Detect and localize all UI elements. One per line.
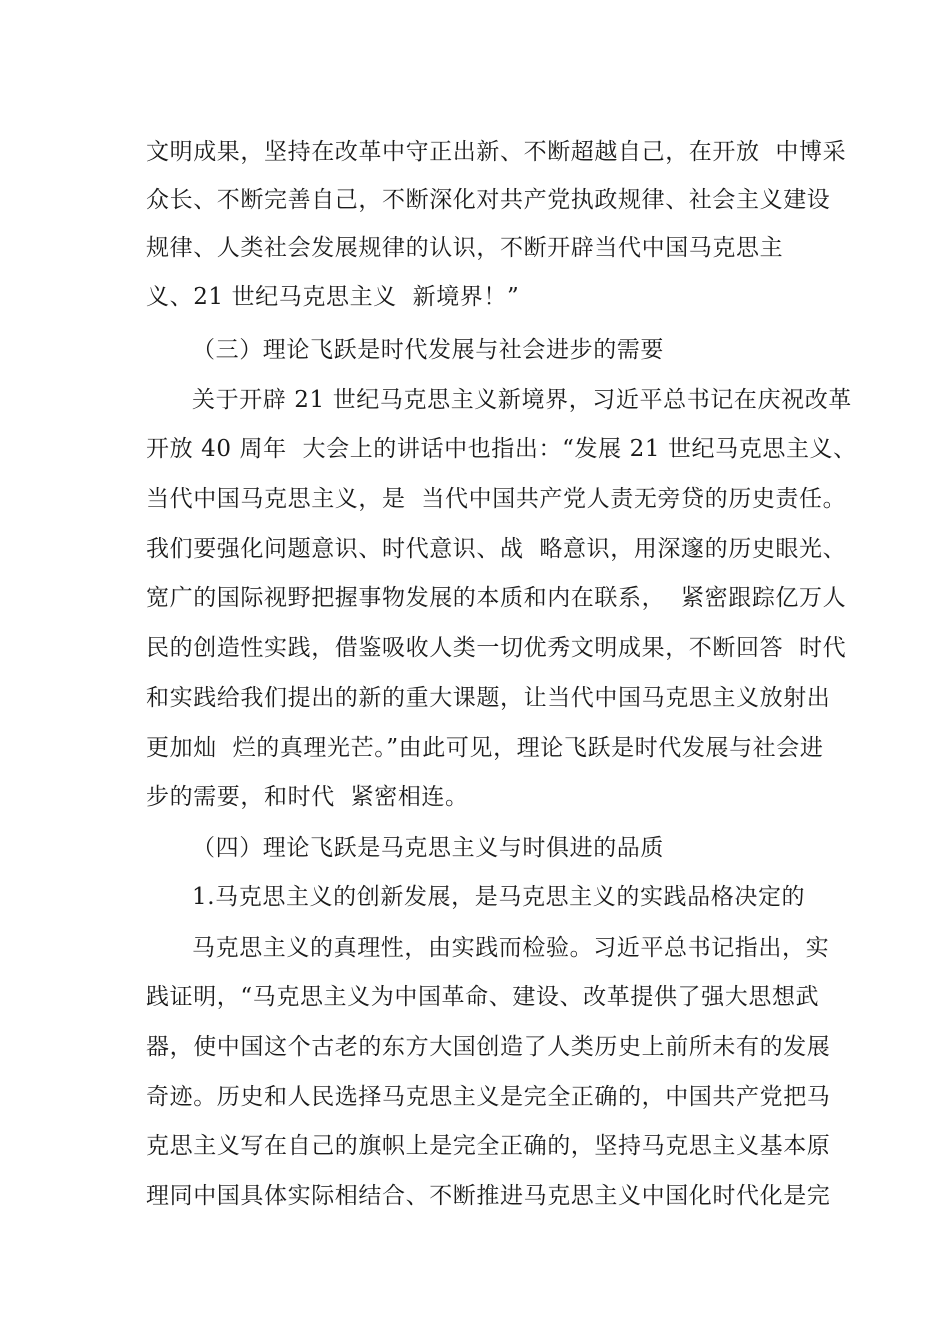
body-line: 当代中国马克思主义，是 当代中国共产党人责无旁贷的历史责任。 — [146, 486, 847, 512]
body-line: 民的创造性实践，借鉴吸收人类一切优秀文明成果，不断回答 时代 — [146, 635, 847, 661]
subsection-heading: 1.马克思主义的创新发展，是马克思主义的实践品格决定的 — [192, 884, 806, 910]
body-line: 义、21 世纪马克思主义 新境界！” — [146, 284, 520, 310]
body-line: 宽广的国际视野把握事物发展的本质和内在联系， 紧密跟踪亿万人 — [146, 585, 847, 611]
body-line: 器，使中国这个古老的东方大国创造了人类历史上前所未有的发展 — [146, 1034, 831, 1060]
body-line: 马克思主义的真理性，由实践而检验。习近平总书记指出，实 — [192, 935, 830, 961]
body-line: 关于开辟 21 世纪马克思主义新境界，习近平总书记在庆祝改革 — [192, 387, 852, 413]
body-line: 践证明，“马克思主义为中国革命、建设、改革提供了强大思想武 — [146, 984, 820, 1010]
body-line: 开放 40 周年 大会上的讲话中也指出：“发展 21 世纪马克思主义、 — [146, 436, 857, 462]
section-heading: （四）理论飞跃是马克思主义与时俱进的品质 — [192, 835, 664, 861]
body-line: 和实践给我们提出的新的重大课题，让当代中国马克思主义放射出 — [146, 685, 831, 711]
body-line: 克思主义写在自己的旗帜上是完全正确的，坚持马克思主义基本原 — [146, 1133, 831, 1159]
body-line: 奇迹。历史和人民选择马克思主义是完全正确的，中国共产党把马 — [146, 1084, 831, 1110]
body-line: 规律、人类社会发展规律的认识，不断开辟当代中国马克思主 — [146, 235, 784, 261]
body-line: 更加灿 烂的真理光芒。”由此可见，理论飞跃是时代发展与社会进 — [146, 735, 824, 761]
body-line: 我们要强化问题意识、时代意识、战 略意识，用深邃的历史眼光、 — [146, 536, 847, 562]
section-heading: （三）理论飞跃是时代发展与社会进步的需要 — [192, 337, 664, 363]
body-line: 步的需要，和时代 紧密相连。 — [146, 784, 469, 810]
body-line: 文明成果，坚持在改革中守正出新、不断超越自己，在开放 中博采 — [146, 139, 847, 165]
body-line: 众长、不断完善自己，不断深化对共产党执政规律、社会主义建设 — [146, 187, 831, 213]
body-line: 理同中国具体实际相结合、不断推进马克思主义中国化时代化是完 — [146, 1183, 831, 1209]
